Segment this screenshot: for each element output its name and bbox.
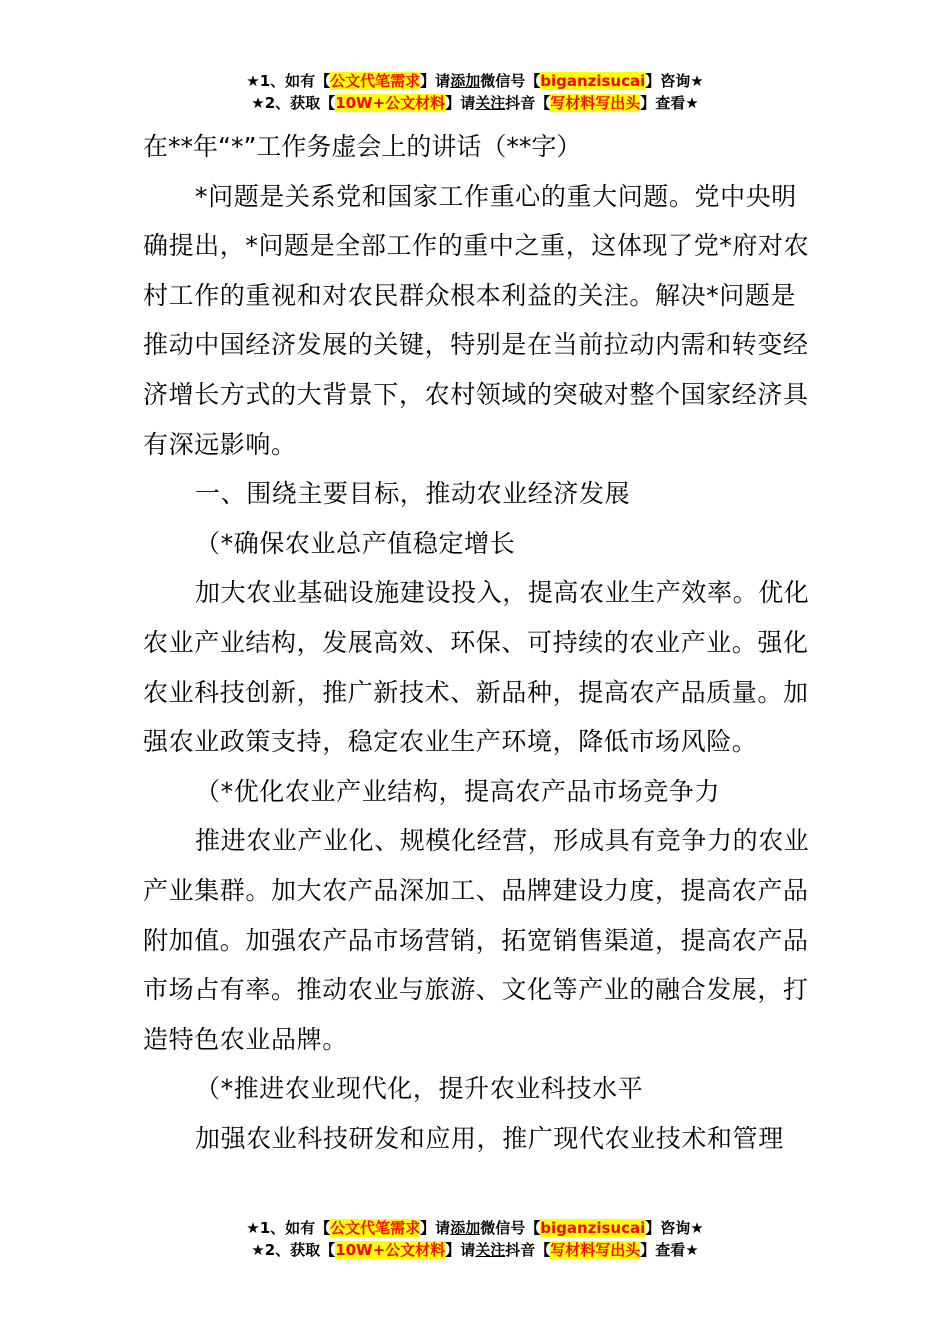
- subsection-heading: （*确保农业总产值稳定增长: [195, 528, 516, 558]
- banner-text: 】查看★: [640, 94, 699, 112]
- banner-text: ★1、如有【: [246, 1219, 331, 1237]
- document-title: 在**年“*”工作务虚会上的讲话（**字）: [143, 132, 582, 161]
- body-paragraph: 推进农业产业化、规模化经营，形成具有竞争力的农业产业集群。加大农产品深加工、品牌建设力度，提高农产品附加值。加强农产品市场营销，拓宽销售渠道，提高农产品市场占有率。推动农业与旅游、文化等产业的融合发展，打造特色农业品牌。: [143, 826, 810, 1054]
- banner-line-1: [0, 70, 950, 92]
- banner-text: 】咨询★: [645, 72, 704, 90]
- banner-highlight: 写材料写出头: [550, 1241, 641, 1259]
- banner-text: 抖音【: [505, 1241, 551, 1259]
- banner-text: 抖音【: [505, 94, 551, 112]
- banner-emphasis: 添加: [450, 1219, 481, 1237]
- banner-highlight: 写材料写出头: [550, 94, 641, 112]
- banner-line-1: [0, 1217, 950, 1239]
- intro-paragraph: *问题是关系党和国家工作重心的重大问题。党中央明确提出，*问题是全部工作的重中之重，这体现了党*府对农村工作的重视和对农民群众根本利益的关注。解决*问题是推动中国经济发展的关键，特别是在当前拉动内需和转变经济增长方式的大背景下，农村领域的突破对整个国家经济具有深远影响。: [143, 181, 810, 459]
- banner-emphasis: 关注: [475, 1241, 506, 1259]
- banner-text: 微信号【: [480, 72, 541, 90]
- document-body: [143, 122, 813, 1163]
- banner-text: 】请: [420, 72, 451, 90]
- body-paragraph: 加强农业科技研发和应用，推广现代农业技术和管理: [195, 1123, 784, 1153]
- banner-text: 】请: [445, 1241, 476, 1259]
- banner-emphasis: 关注: [475, 94, 506, 112]
- section-heading: 一、围绕主要目标，推动农业经济发展: [195, 479, 631, 509]
- bottom-banner: [0, 1217, 950, 1261]
- banner-text: ★2、获取【: [251, 1241, 336, 1259]
- banner-line-2: [0, 92, 950, 114]
- banner-text: 】咨询★: [645, 1219, 704, 1237]
- banner-emphasis: 添加: [450, 72, 481, 90]
- banner-highlight: 公文代笔需求: [330, 1219, 421, 1237]
- subsection-heading: （*推进农业现代化，提升农业科技水平: [195, 1074, 644, 1104]
- banner-text: ★2、获取【: [251, 94, 336, 112]
- subsection-heading: （*优化农业产业结构，提高农产品市场竞争力: [195, 776, 721, 806]
- banner-highlight: 10W+公文材料: [335, 1241, 446, 1259]
- body-paragraph: 加大农业基础设施建设投入，提高农业生产效率。优化农业产业结构，发展高效、环保、可持续的农业产业。强化农业科技创新，推广新技术、新品种，提高农产品质量。加强农业政策支持，稳定农业生产环境，降低市场风险。: [143, 578, 810, 757]
- banner-text: ★1、如有【: [246, 72, 331, 90]
- banner-text: 】请: [445, 94, 476, 112]
- banner-text: 】请: [420, 1219, 451, 1237]
- banner-text: 】查看★: [640, 1241, 699, 1259]
- banner-line-2: [0, 1239, 950, 1261]
- top-banner: [0, 70, 950, 114]
- banner-highlight: biganzisucai: [540, 1219, 646, 1237]
- banner-highlight: biganzisucai: [540, 72, 646, 90]
- banner-highlight: 10W+公文材料: [335, 94, 446, 112]
- banner-text: 微信号【: [480, 1219, 541, 1237]
- banner-highlight: 公文代笔需求: [330, 72, 421, 90]
